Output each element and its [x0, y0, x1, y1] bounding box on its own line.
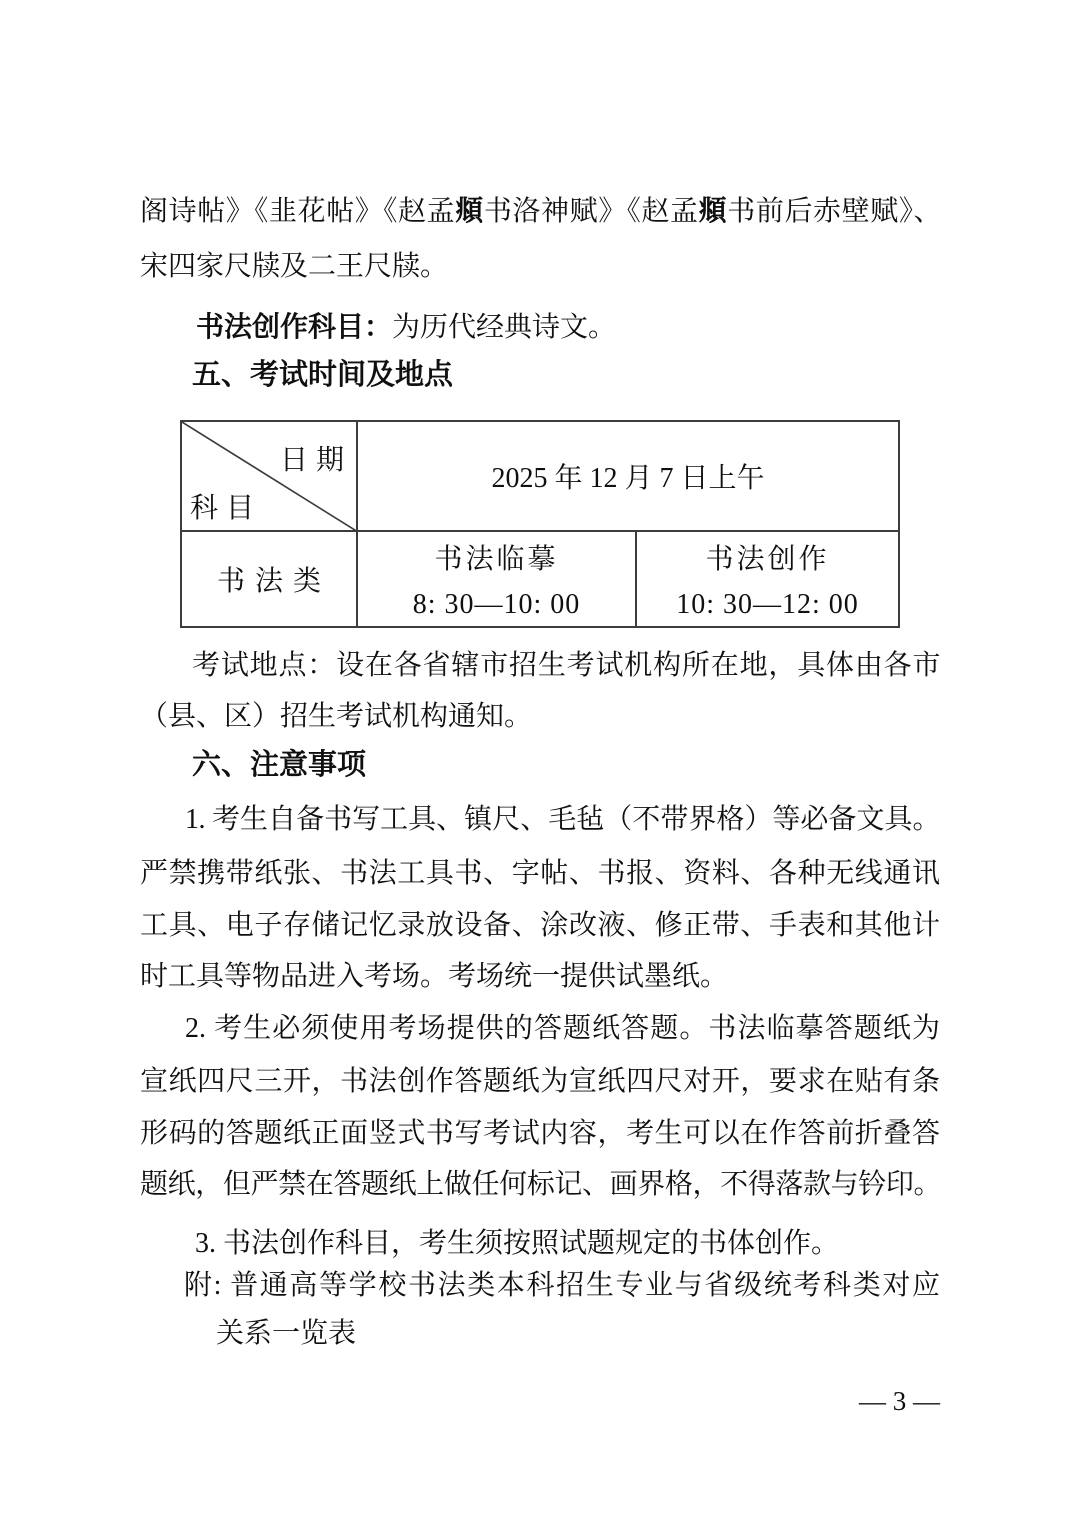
table-date-header-cell	[358, 422, 898, 532]
exam-schedule-table	[180, 420, 900, 628]
section-heading-6-notes: 六、注意事项	[192, 749, 367, 781]
paragraph-exam-location-2: （县、区）招生考试机构通知。	[140, 701, 533, 732]
text-segment: 阁诗帖》《韭花帖》《赵孟	[140, 196, 456, 227]
note-2-line-3: 形码的答题纸正面竖式书写考试内容，考生可以在作答前折叠答	[140, 1118, 940, 1149]
paragraph-line-calligraphy-models	[140, 195, 940, 229]
appendix-line-1: 附: 普通高等学校书法类本科招生专业与省级统考科类对应	[184, 1270, 940, 1301]
text-segment: 书洛神赋》《赵孟	[483, 196, 699, 227]
note-3-line: 3. 书法创作科目，考生须按照试题规定的书体创作。	[195, 1228, 840, 1259]
corner-label-subject: 科目	[190, 493, 263, 524]
corner-label-date: 日期	[279, 445, 352, 476]
table-session2-cell	[637, 532, 898, 626]
note-1-line-2: 严禁携带纸张、书法工具书、字帖、书报、资料、各种无线通讯	[140, 858, 940, 889]
note-2-line-2: 宣纸四尺三开，书法创作答题纸为宣纸四尺对开，要求在贴有条	[140, 1066, 940, 1097]
text-segment-fu: 頫	[455, 196, 484, 227]
category-label: 书法类	[216, 566, 331, 597]
session2-subject: 书法创作	[705, 544, 830, 575]
note-2-line-4: 题纸，但严禁在答题纸上做任何标记、画界格，不得落款与钤印。	[140, 1169, 940, 1200]
paragraph-line-song-masters: 宋四家尺牍及二王尺牍。	[140, 251, 449, 282]
text-segment: 书前后赤壁赋》、	[727, 196, 940, 227]
paragraph-creation-subject	[196, 311, 616, 345]
note-1-line-1: 1. 考生自备书写工具、镇尺、毛毡（不带界格）等必备文具。	[185, 804, 940, 835]
paragraph-exam-location-1: 考试地点：设在各省辖市招生考试机构所在地，具体由各市	[192, 650, 940, 681]
creation-subject-label: 书法创作科目：	[196, 312, 393, 343]
exam-date: 2025 年 12 月 7 日上午	[491, 463, 765, 494]
table-category-cell	[182, 532, 358, 626]
table-session1-cell	[358, 532, 637, 626]
page-number: — 3 —	[859, 1386, 940, 1416]
note-2-line-1: 2. 考生必须使用考场提供的答题纸答题。书法临摹答题纸为	[185, 1013, 940, 1044]
section-heading-5-exam-time-place: 五、考试时间及地点	[192, 359, 454, 391]
session1-time: 8: 30—10: 00	[412, 589, 581, 620]
creation-subject-text: 为历代经典诗文。	[392, 312, 617, 343]
appendix-line-2: 关系一览表	[216, 1318, 357, 1349]
session1-subject: 书法临摹	[434, 544, 559, 575]
text-segment-fu: 頫	[698, 196, 728, 227]
table-corner-cell	[182, 422, 358, 532]
note-1-line-3: 工具、电子存储记忆录放设备、涂改液、修正带、手表和其他计	[140, 910, 940, 941]
session2-time: 10: 30—12: 00	[676, 589, 859, 620]
note-1-line-4: 时工具等物品进入考场。考场统一提供试墨纸。	[140, 961, 729, 992]
